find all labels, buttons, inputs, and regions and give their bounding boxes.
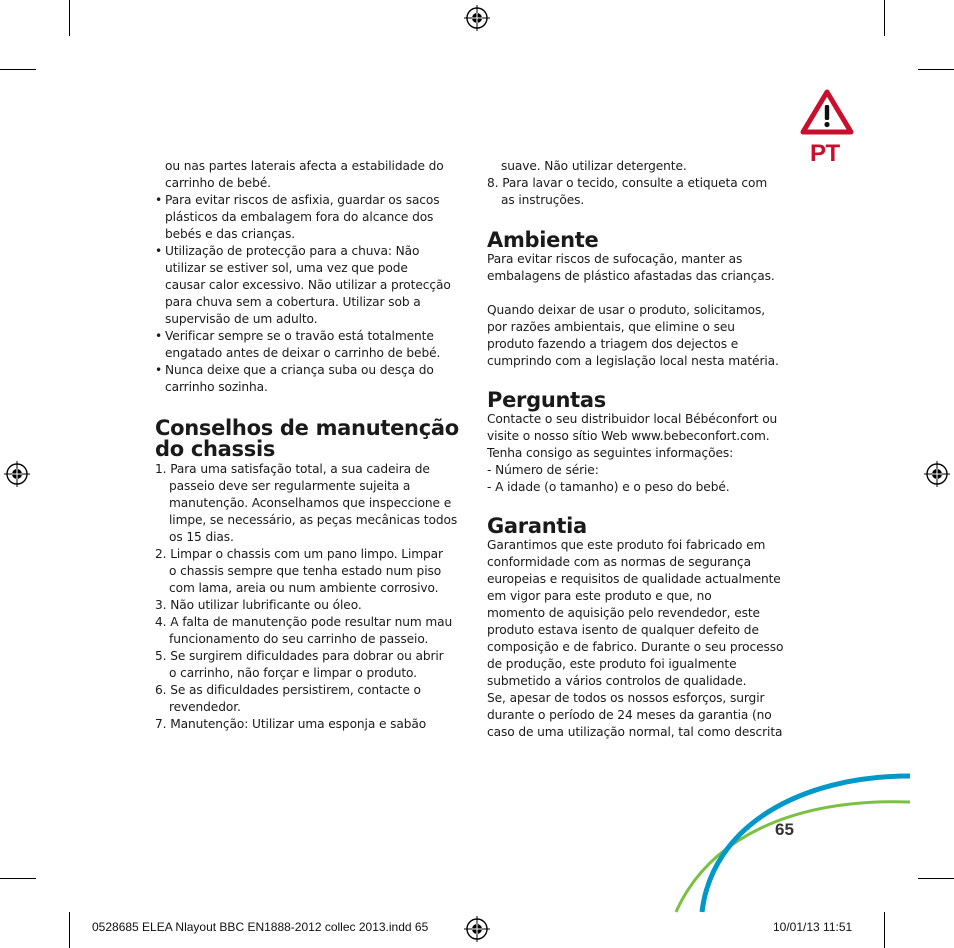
- footer-slug: 0528685 ELEA Nlayout BBC EN1888-2012 collec 2013.indd 65: [92, 920, 429, 934]
- text-line: manutenção. Aconselhamos que inspeccione e: [169, 496, 452, 510]
- text-line: visite o nosso sítio Web www.bebeconfort.com.: [487, 429, 770, 443]
- page-number: 65: [775, 820, 794, 839]
- text-line: produto estava isento de qualquer defeito de: [487, 623, 759, 637]
- heading-line: do chassis: [155, 437, 276, 461]
- text-line: Quando deixar de usar o produto, solicitamos,: [487, 303, 765, 317]
- text-line: produto fazendo a triagem dos dejectos e: [487, 337, 739, 351]
- text-line: por razões ambientais, que elimine o seu: [487, 320, 735, 334]
- text-line: bebés e das crianças.: [165, 227, 296, 241]
- numbered-item: [155, 461, 465, 546]
- text-line: submetido a vários controlos de qualidade.: [487, 674, 747, 688]
- text-line: Contacte o seu distribuidor local Bébéconfort ou: [487, 412, 778, 426]
- numbered-item: [155, 546, 465, 597]
- perguntas-heading: Perguntas: [487, 388, 606, 412]
- ambiente-heading: Ambiente: [487, 228, 599, 252]
- bullet-item: [155, 243, 465, 328]
- text-line: o chassis sempre que tenha estado num piso: [169, 564, 442, 578]
- registration-mark-icon: [464, 5, 490, 31]
- heading-line: Conselhos de manutenção: [155, 416, 459, 440]
- text-line: cumprindo com a legislação local nesta matéria.: [487, 354, 779, 368]
- garantia-heading: Garantia: [487, 514, 587, 538]
- decorative-curves: [660, 768, 912, 914]
- crop-mark: [69, 0, 70, 36]
- language-tab-label: PT: [810, 140, 840, 167]
- text-line: 5. Se surgirem dificuldades para dobrar ou abrir: [155, 649, 444, 663]
- text-line: suave. Não utilizar detergente.: [501, 159, 687, 173]
- text-line: causar calor excessivo. Não utilizar a protecção: [165, 278, 451, 292]
- text-line: 1. Para uma satisfação total, a sua cadeira de: [155, 462, 430, 476]
- numbered-item: [155, 716, 465, 733]
- registration-mark-icon: [464, 916, 490, 942]
- text-line: 6. Se as dificuldades persistirem, contacte o: [155, 683, 421, 697]
- text-line: supervisão de um adulto.: [165, 312, 318, 326]
- text-line: conformidade com as normas de segurança: [487, 555, 752, 569]
- crop-mark: [918, 878, 954, 879]
- text-line: Garantimos que este produto foi fabricado em: [487, 538, 766, 552]
- maintenance-heading: [155, 418, 465, 460]
- text-line: - Número de série:: [487, 463, 599, 477]
- bullet-icon: •: [155, 363, 163, 377]
- text-line: ou nas partes laterais afecta a estabilidade do: [165, 159, 444, 173]
- bullet-icon: •: [155, 244, 163, 258]
- footer-date: 10/01/13 11:51: [773, 920, 853, 934]
- text-line: durante o período de 24 meses da garantia (no: [487, 708, 772, 722]
- text-line: os 15 dias.: [169, 530, 234, 544]
- text-line: embalagens de plástico afastadas das crianças.: [487, 269, 775, 283]
- numbered-item: [487, 175, 797, 209]
- crop-mark: [0, 878, 36, 879]
- text-line: europeias e requisitos de qualidade actualmente: [487, 572, 781, 586]
- bullet-item: [155, 192, 465, 243]
- text-line: utilizar se estiver sol, uma vez que pode: [165, 261, 408, 275]
- crop-mark: [884, 0, 885, 36]
- text-line: funcionamento do seu carrinho de passeio.: [169, 632, 429, 646]
- bullet-icon: •: [155, 193, 163, 207]
- text-line: em vigor para este produto e que, no: [487, 589, 712, 603]
- text-line: engatado antes de deixar o carrinho de bebé.: [165, 346, 441, 360]
- text-line: revendedor.: [169, 700, 241, 714]
- text-line: carrinho de bebé.: [165, 176, 271, 190]
- text-line: 7. Manutenção: Utilizar uma esponja e sabão: [155, 717, 427, 731]
- text-line: com lama, areia ou num ambiente corrosivo.: [169, 581, 439, 595]
- text-line: Nunca deixe que a criança suba ou desça do: [165, 363, 434, 377]
- text-line: momento de aquisição pelo revendedor, este: [487, 606, 760, 620]
- text-line: Para evitar riscos de asfixia, guardar os sacos: [165, 193, 440, 207]
- crop-mark: [0, 69, 36, 70]
- bullet-icon: •: [155, 329, 163, 343]
- text-line: limpe, se necessário, as peças mecânicas todos: [169, 513, 458, 527]
- text-line: Utilização de protecção para a chuva: Não: [165, 244, 420, 258]
- text-line: carrinho sozinha.: [165, 380, 268, 394]
- text-line: o carrinho, não forçar e limpar o produto.: [169, 666, 417, 680]
- numbered-item: [155, 597, 465, 614]
- registration-mark-icon: [924, 461, 950, 487]
- text-line: as instruções.: [501, 193, 585, 207]
- text-line: composição e de fabrico. Durante o seu processo: [487, 640, 784, 654]
- text-line: de produção, este produto foi igualmente: [487, 657, 737, 671]
- right-column: [487, 158, 797, 741]
- text-line: - A idade (o tamanho) e o peso do bebé.: [487, 480, 730, 494]
- registration-mark-icon: [4, 461, 30, 487]
- text-line: para chuva sem a cobertura. Utilizar sob a: [165, 295, 421, 309]
- crop-mark: [69, 912, 70, 948]
- numbered-item: [155, 614, 465, 648]
- crop-mark: [884, 912, 885, 948]
- intro-text: [155, 158, 465, 192]
- left-column: [155, 158, 465, 733]
- text-line: Tenha consigo as seguintes informações:: [487, 446, 734, 460]
- text-line: plásticos da embalagem fora do alcance dos: [165, 210, 434, 224]
- text-line: caso de uma utilização normal, tal como descrita: [487, 725, 783, 739]
- crop-mark: [918, 69, 954, 70]
- text-line: Se, apesar de todos os nossos esforços, surgir: [487, 691, 765, 705]
- text-line: 3. Não utilizar lubrificante ou óleo.: [155, 598, 362, 612]
- text-line: 8. Para lavar o tecido, consulte a etiqueta com: [487, 176, 768, 190]
- numbered-item: [155, 682, 465, 716]
- text-line: 4. A falta de manutenção pode resultar num mau: [155, 615, 453, 629]
- bullet-item: [155, 328, 465, 362]
- text-line: passeio deve ser regularmente sujeita a: [169, 479, 411, 493]
- text-line: Para evitar riscos de sufocação, manter as: [487, 252, 743, 266]
- bullet-item: [155, 362, 465, 396]
- warning-triangle-icon: [800, 88, 854, 136]
- numbered-item: [155, 648, 465, 682]
- text-line: Verificar sempre se o travão está totalmente: [165, 329, 434, 343]
- text-line: 2. Limpar o chassis com um pano limpo. Limpar: [155, 547, 443, 561]
